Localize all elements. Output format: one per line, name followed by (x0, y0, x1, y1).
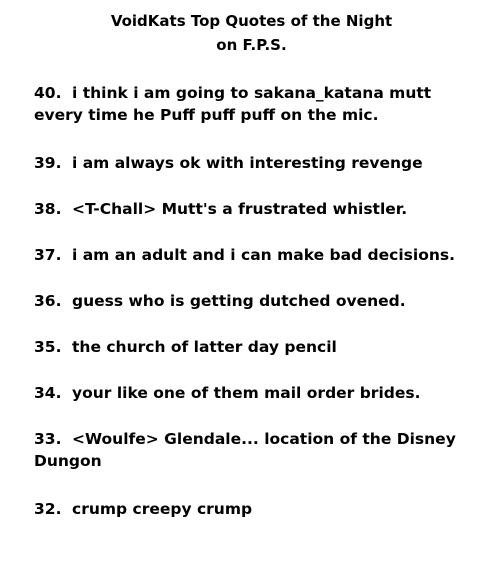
quote-text: crump creepy crump (72, 500, 253, 518)
title-line-2: on F.P.S. (216, 36, 287, 54)
quote-number: 37. (34, 246, 62, 264)
quote-text: i think i am going to sakana_katana mutt every time he Puff puff puff on the mic. (34, 84, 432, 124)
quote-number: 33. (34, 430, 62, 448)
quote-item-40 (34, 82, 474, 126)
quote-item-32 (34, 498, 474, 520)
quote-item-39 (34, 152, 474, 174)
quote-item-36 (34, 290, 474, 312)
quote-item-34 (34, 382, 474, 404)
title-line-1: VoidKats Top Quotes of the Night (110, 12, 393, 30)
quote-item-35 (34, 336, 474, 358)
quote-text: i am always ok with interesting revenge (72, 154, 423, 172)
quote-text: <Woulfe> Glendale... location of the Disney Dungon (34, 430, 456, 470)
quote-number: 40. (34, 84, 62, 102)
quote-text: <T-Chall> Mutt's a frustrated whistler. (72, 200, 408, 218)
quote-number: 38. (34, 200, 62, 218)
quote-number: 35. (34, 338, 62, 356)
quote-text: i am an adult and i can make bad decisions. (72, 246, 455, 264)
quote-number: 39. (34, 154, 62, 172)
quote-item-33 (34, 428, 474, 472)
quote-number: 36. (34, 292, 62, 310)
quote-number: 34. (34, 384, 62, 402)
quote-text: the church of latter day pencil (72, 338, 337, 356)
quote-item-38 (34, 198, 474, 220)
document-title (0, 9, 503, 57)
quote-text: guess who is getting dutched ovened. (72, 292, 406, 310)
quote-list (34, 82, 474, 544)
quote-item-37 (34, 244, 474, 266)
quote-text: your like one of them mail order brides. (72, 384, 421, 402)
quote-number: 32. (34, 500, 62, 518)
